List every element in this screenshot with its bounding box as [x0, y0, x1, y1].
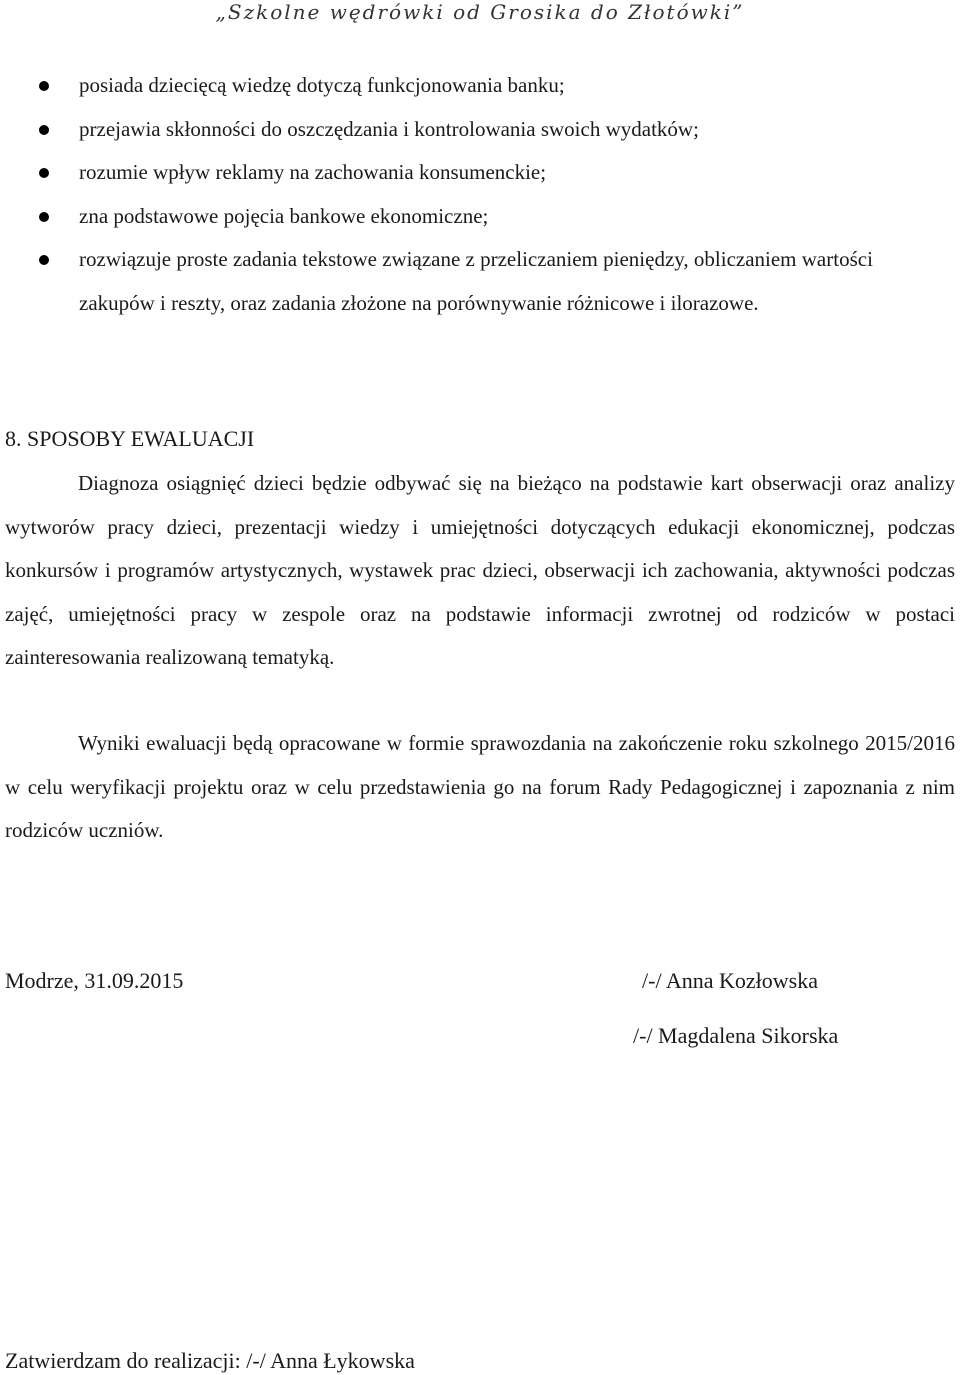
place-and-date: Modrze, 31.09.2015: [5, 968, 184, 993]
signature-author-1: /-/ Anna Kozłowska: [642, 968, 818, 993]
outcomes-list: [0, 64, 960, 325]
bullet-icon: [39, 81, 49, 91]
bullet-icon: [39, 125, 49, 135]
bullet-icon: [39, 168, 49, 178]
approval-line: Zatwierdzam do realizacji: /-/ Anna Łykowska: [5, 1348, 415, 1373]
list-item-text: rozwiązuje proste zadania tekstowe związane z przeliczaniem pieniędzy, obliczaniem wartości zakupów i reszty, oraz zadania złożone na porównywanie różnicowe i ilorazowe.: [79, 247, 873, 315]
evaluation-paragraph-results: Wyniki ewaluacji będą opracowane w formie sprawozdania na zakończenie roku szkolnego 2015/2016 w celu weryfikacji projektu oraz w celu przedstawienia go na forum Rady Pedagogicznej i zapoznania z nim rodziców uczniów.: [5, 731, 955, 842]
list-item: [0, 64, 960, 108]
page-header: „Szkolne wędrówki od Grosika do Złotówki”: [215, 0, 745, 24]
bullet-icon: [39, 255, 49, 265]
list-item-text: zna podstawowe pojęcia bankowe ekonomiczne;: [79, 203, 489, 228]
list-item: [0, 238, 960, 325]
list-item: [0, 151, 960, 195]
evaluation-paragraph-diagnosis: Diagnoza osiągnięć dzieci będzie odbywać się na bieżąco na podstawie kart obserwacji oraz analizy wytworów pracy dzieci, prezentacji wiedzy i umiejętności dotyczących edukacji ekonomicznej, podczas konkursów i programów artystycznych, wystawek prac dzieci, obserwacji ich zachowania, aktywności podczas zajęć, umiejętności pracy w zespole oraz na podstawie informacji zwrotnej od rodziców w postaci zainteresowania realizowaną tematyką.: [5, 471, 955, 669]
list-item-text: rozumie wpływ reklamy na zachowania konsumenckie;: [79, 160, 547, 184]
section-heading: 8. SPOSOBY EWALUACJI: [5, 426, 255, 451]
bullet-icon: [39, 212, 49, 222]
list-item-text: posiada dziecięcą wiedzę dotyczą funkcjonowania banku;: [79, 73, 565, 97]
list-item: [0, 195, 960, 239]
list-item-text: przejawia skłonności do oszczędzania i kontrolowania swoich wydatków;: [79, 116, 699, 141]
signature-author-2: /-/ Magdalena Sikorska: [633, 1023, 839, 1048]
list-item: [0, 108, 960, 152]
